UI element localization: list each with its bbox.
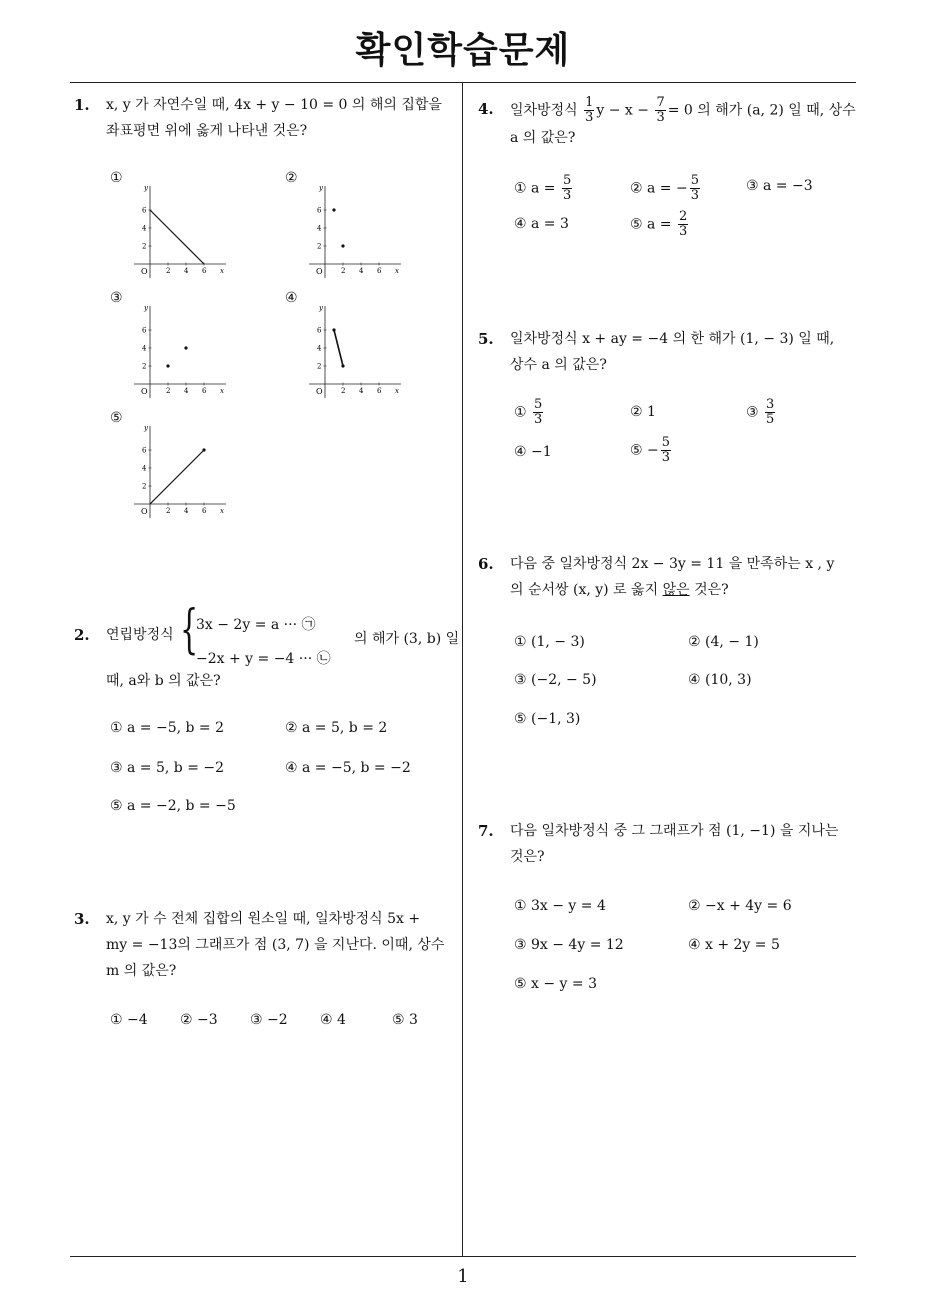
option-2[interactable]: ② 1	[630, 404, 656, 420]
y-tick-label: 6	[317, 326, 322, 335]
option-1[interactable]: ① $\frac{5}{3}$	[514, 397, 543, 427]
option-5[interactable]: ⑤ a = $\frac{2}{3}$	[630, 209, 688, 239]
question-number: 3.	[74, 910, 90, 928]
question-text: 의 순서쌍 (x, y) 로 옳지 않은 것은?	[510, 582, 729, 598]
option-1[interactable]: ① a = $\frac{5}{3}$	[514, 173, 572, 203]
question-1	[74, 92, 456, 144]
graph-option-5	[130, 420, 230, 520]
question-text: 다음 중 일차방정식 2x − 3y = 11 을 만족하는 x , y	[510, 556, 835, 572]
x-tick-label: 6	[377, 267, 382, 275]
x-tick-label: 6	[202, 267, 207, 275]
equation-2: −2x + y = −4 ··· ㉡	[196, 651, 331, 667]
y-tick-label: 4	[142, 464, 147, 473]
graph-point	[332, 208, 335, 211]
option-3[interactable]: ③ $\frac{3}{5}$	[746, 397, 775, 427]
x-tick-label: 6	[202, 507, 207, 515]
option-2[interactable]: ②	[285, 170, 298, 186]
option-4[interactable]: ④ −1	[514, 444, 552, 460]
question-number: 4.	[478, 100, 494, 118]
y-tick-label: 6	[317, 206, 322, 215]
question-text: 상수 a 의 값은?	[510, 357, 607, 373]
option-5[interactable]: ⑤	[110, 410, 123, 426]
origin-label: O	[141, 387, 148, 396]
option-1[interactable]: ①	[110, 170, 123, 186]
option-3[interactable]: ③	[110, 290, 123, 306]
fraction: $\frac{7}{3}$	[656, 95, 665, 125]
option-1[interactable]: ① −4	[110, 1012, 148, 1028]
y-tick-label: 2	[142, 242, 147, 251]
question-text: 것은?	[510, 849, 545, 865]
column-divider	[462, 82, 463, 1256]
question-text: x, y 가 수 전체 집합의 원소일 때, 일차방정식 5x +	[106, 911, 421, 927]
graph-point	[166, 364, 169, 367]
y-tick-label: 6	[142, 206, 147, 215]
question-text: = 0 의 해가 (a, 2) 일 때, 상수	[667, 102, 856, 119]
graph-point	[184, 346, 187, 349]
option-1[interactable]: ① (1, − 3)	[514, 634, 585, 650]
equation-1: 3x − 2y = a ··· ㉠	[196, 617, 316, 633]
y-tick-label: 2	[317, 242, 322, 251]
question-text: m 의 값은?	[106, 963, 177, 979]
question-text: y − x −	[596, 102, 649, 119]
option-4[interactable]: ④ x + 2y = 5	[688, 937, 780, 953]
y-tick-label: 6	[142, 326, 147, 335]
y-axis-label: y	[144, 304, 148, 312]
y-tick-label: 4	[317, 224, 322, 233]
option-5[interactable]: ⑤ x − y = 3	[514, 976, 597, 992]
x-axis-label: x	[220, 507, 224, 515]
graph-point	[332, 328, 335, 331]
question-number: 2.	[74, 626, 90, 644]
graph-line	[150, 210, 204, 264]
y-tick-label: 4	[317, 344, 322, 353]
option-2[interactable]: ② −x + 4y = 6	[688, 898, 792, 914]
question-text: 때, a와 b 의 값은?	[106, 673, 221, 689]
system-brace: {	[180, 600, 199, 660]
y-tick-label: 2	[142, 482, 147, 491]
page-number: 1	[457, 1266, 469, 1287]
y-axis-label: y	[319, 184, 323, 192]
origin-label: O	[316, 267, 323, 276]
x-axis-label: x	[220, 267, 224, 275]
question-lead: 연립방정식	[106, 627, 174, 643]
graph-option-3	[130, 300, 230, 400]
y-tick-label: 4	[142, 224, 147, 233]
question-text: x, y 가 자연수일 때, 4x + y − 10 = 0 의 해의 집합을 좌표평면 위에 옳게 나타낸 것은?	[106, 97, 442, 139]
x-tick-label: 4	[184, 267, 189, 275]
question-3	[74, 906, 456, 984]
option-3[interactable]: ③ 9x − 4y = 12	[514, 937, 624, 953]
bottom-rule	[70, 1256, 856, 1257]
question-lead: 일차방정식	[510, 102, 578, 119]
option-5[interactable]: ⑤ a = −2, b = −5	[110, 798, 236, 814]
y-tick-label: 6	[142, 446, 147, 455]
question-number: 1.	[74, 96, 90, 114]
question-text: 의 해가 (3, b) 일	[354, 631, 460, 647]
top-rule	[70, 82, 856, 83]
option-5[interactable]: ⑤ − $\frac{5}{3}$	[630, 435, 671, 465]
origin-label: O	[141, 267, 148, 276]
option-1[interactable]: ① 3x − y = 4	[514, 898, 606, 914]
origin-label: O	[141, 507, 148, 516]
option-1[interactable]: ① a = −5, b = 2	[110, 720, 225, 736]
graph-segment	[334, 330, 343, 366]
x-tick-label: 2	[341, 267, 346, 275]
question-number: 7.	[478, 822, 494, 840]
question-6	[478, 551, 860, 603]
option-4[interactable]: ④ a = 3	[514, 216, 569, 232]
option-3[interactable]: ③ −2	[250, 1012, 288, 1028]
option-2[interactable]: ② a = 5, b = 2	[285, 720, 388, 736]
graph-option-1	[130, 180, 230, 280]
question-number: 5.	[478, 330, 494, 348]
option-2[interactable]: ② a = − $\frac{5}{3}$	[630, 173, 699, 203]
graph-option-2	[305, 180, 405, 280]
option-4[interactable]: ④	[285, 290, 298, 306]
question-5	[478, 326, 860, 378]
x-axis-label: x	[220, 387, 224, 395]
y-tick-label: 4	[142, 344, 147, 353]
x-tick-label: 4	[359, 267, 364, 275]
option-5[interactable]: ⑤ 3	[392, 1012, 418, 1028]
question-text: 일차방정식 x + ay = −4 의 한 해가 (1, − 3) 일 때,	[510, 331, 835, 347]
option-4[interactable]: ④ a = −5, b = −2	[285, 760, 411, 776]
x-tick-label: 6	[202, 387, 207, 395]
underlined-word: 않은	[662, 582, 690, 598]
y-tick-label: 2	[142, 362, 147, 371]
graph-point	[341, 364, 344, 367]
x-tick-label: 2	[166, 267, 171, 275]
x-tick-label: 2	[166, 387, 171, 395]
option-4[interactable]: ④ 4	[320, 1012, 346, 1028]
option-3[interactable]: ③ (−2, − 5)	[514, 672, 597, 688]
question-text: 다음 일차방정식 중 그 그래프가 점 (1, −1) 을 지나는	[510, 823, 839, 839]
question-number: 6.	[478, 555, 494, 573]
x-tick-label: 4	[359, 387, 364, 395]
option-2[interactable]: ② (4, − 1)	[688, 634, 759, 650]
question-4	[478, 95, 860, 151]
y-tick-label: 2	[317, 362, 322, 371]
x-axis-label: x	[395, 387, 399, 395]
x-tick-label: 4	[184, 387, 189, 395]
fraction: $\frac{1}{3}$	[585, 95, 594, 125]
x-tick-label: 2	[341, 387, 346, 395]
option-2[interactable]: ② −3	[180, 1012, 218, 1028]
option-3[interactable]: ③ a = 5, b = −2	[110, 760, 225, 776]
graph-option-4	[305, 300, 405, 400]
y-axis-label: y	[144, 424, 148, 432]
graph-point	[202, 448, 205, 451]
page-title: 확인학습문제	[355, 30, 571, 71]
origin-label: O	[316, 387, 323, 396]
graph-line	[150, 450, 204, 504]
question-7	[478, 818, 860, 870]
x-axis-label: x	[395, 267, 399, 275]
question-text: a 의 값은?	[510, 130, 576, 146]
x-tick-label: 2	[166, 507, 171, 515]
question-text: my = −13의 그래프가 점 (3, 7) 을 지난다. 이때, 상수	[106, 937, 445, 953]
graph-point	[341, 244, 344, 247]
y-axis-label: y	[319, 304, 323, 312]
x-tick-label: 4	[184, 507, 189, 515]
option-4[interactable]: ④ (10, 3)	[688, 672, 752, 688]
option-3[interactable]: ③ a = −3	[746, 178, 813, 194]
option-5[interactable]: ⑤ (−1, 3)	[514, 711, 581, 727]
y-axis-label: y	[144, 184, 148, 192]
x-tick-label: 6	[377, 387, 382, 395]
